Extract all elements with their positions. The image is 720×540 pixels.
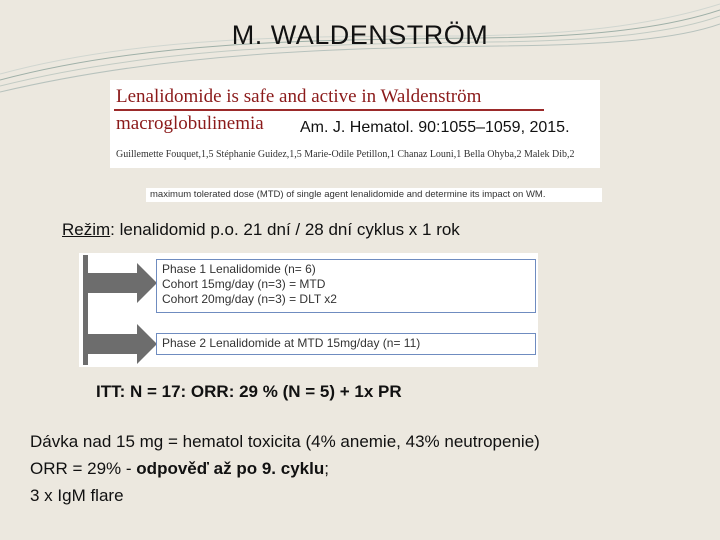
regimen-line	[62, 220, 460, 240]
igm-flare-line: 3 x IgM flare	[30, 486, 124, 505]
article-title-line1: Lenalidomide is safe and active in Waldenström	[116, 86, 482, 107]
phase1-line: Phase 1 Lenalidomide (n= 6)	[162, 262, 316, 276]
dose-toxicity-line: Dávka nad 15 mg = hematol toxicita (4% anemie, 43% neutropenie)	[30, 432, 540, 451]
regimen-text: : lenalidomid p.o. 21 dní / 28 dní cyklus x 1 rok	[110, 220, 460, 239]
article-header-image	[110, 80, 600, 168]
orr-suffix: ;	[324, 459, 329, 478]
study-design-diagram	[79, 253, 538, 367]
itt-results: ITT: N = 17: ORR: 29 % (N = 5) + 1x PR	[96, 382, 402, 401]
article-journal-citation: Am. J. Hematol. 90:1055–1059, 2015.	[300, 119, 570, 136]
slide-title: M. WALDENSTRÖM	[231, 20, 489, 50]
phase1-box	[156, 259, 536, 313]
mtd-snippet-text: maximum tolerated dose (MTD) of single agent lenalidomide and determine its impact on WM.	[150, 189, 546, 200]
arrow-right-icon	[87, 263, 159, 303]
orr-response-bold: odpověď až po 9. cyklu	[136, 459, 325, 478]
orr-prefix: ORR = 29% -	[30, 459, 137, 478]
regimen-label: Režim	[62, 220, 111, 239]
article-authors: Guillemette Fouquet,1,5 Stéphanie Guidez,1,5 Marie-Odile Petillon,1 Chanaz Louni,1 Bella Ohyba,2 Malek Dib,2	[116, 149, 575, 160]
phase2-box	[156, 333, 536, 355]
arrow-right-icon	[87, 324, 159, 364]
mtd-snippet-image	[146, 188, 602, 202]
article-title-line2: macroglobulinemia	[116, 113, 264, 134]
orr-line	[30, 455, 540, 482]
bottom-notes	[30, 428, 540, 509]
phase1-line: Cohort 15mg/day (n=3) = MTD	[162, 277, 326, 291]
article-title-rule	[114, 109, 544, 111]
phase2-line: Phase 2 Lenalidomide at MTD 15mg/day (n= 11)	[162, 336, 421, 350]
phase1-line: Cohort 20mg/day (n=3) = DLT x2	[162, 292, 337, 306]
